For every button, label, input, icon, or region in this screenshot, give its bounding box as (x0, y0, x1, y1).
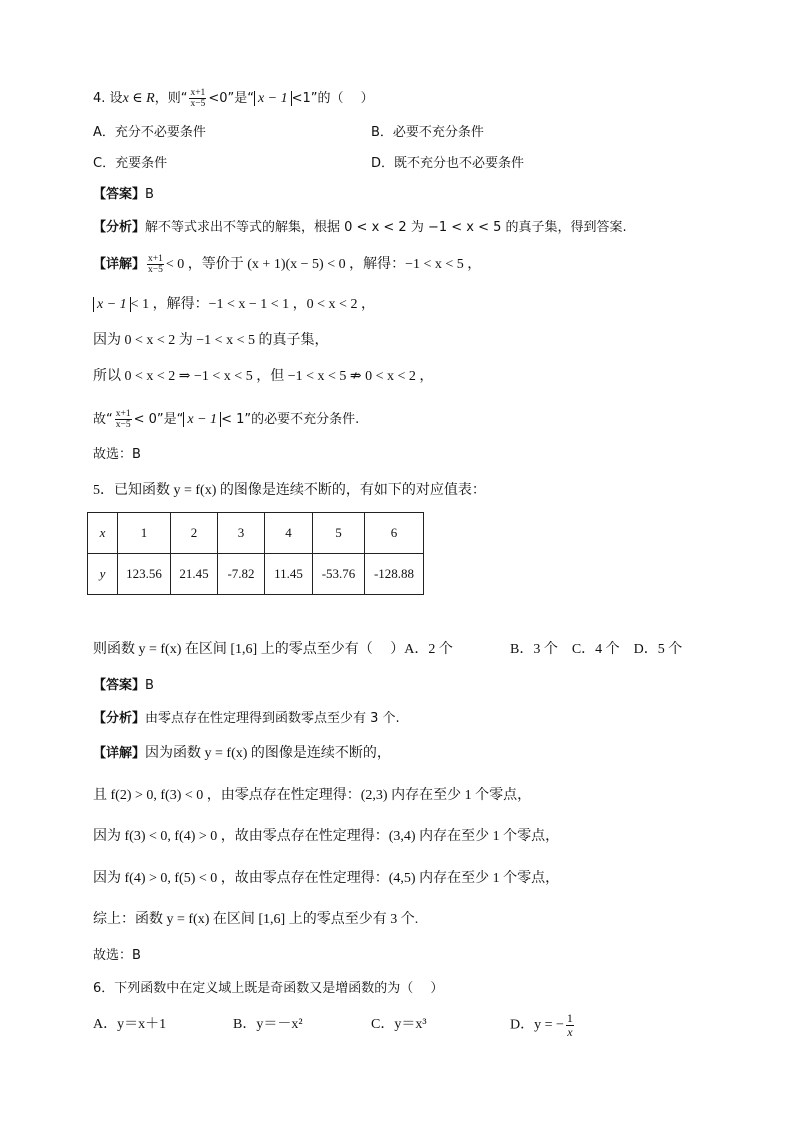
q4-detail-tag: 【详解】 (93, 257, 146, 272)
q4-number: 4. (93, 91, 106, 106)
q5-table-x-cell: 6 (365, 513, 424, 554)
q4-detail-line5 (93, 409, 359, 430)
q4-option-d: D．既不充分也不必要条件 (371, 156, 525, 171)
q4-analysis-text: 解不等式求出不等式的解集，根据 0 < x < 2 为 −1 < x < 5 的真子集，得到答案. (145, 220, 627, 235)
q5-table-y-cell: 123.56 (118, 554, 171, 595)
q6-option-c: C．y＝x³ (371, 1017, 427, 1032)
q4-detail-line1-text: < 0 ，等价于 (x + 1)(x − 5) < 0 ，解得：−1 < x < 5 ， (165, 257, 482, 272)
q4-detail-line5-b: < 0”是“ (133, 412, 184, 427)
q5-table-y-cell: -53.76 (313, 554, 365, 595)
q4-stem-pre: 设 (109, 91, 123, 106)
q5-table-y-cell: -128.88 (365, 554, 424, 595)
q5-table-x-cell: 4 (265, 513, 313, 554)
q5-detail-line1-text: 因为函数 y = f(x) 的图像是连续不断的， (145, 746, 391, 761)
q6-option-d-fraction: $\frac{1}{x}$ (566, 1011, 573, 1039)
q6-option-d-pre: D．y = − (510, 1017, 564, 1033)
q5-answer-tag: 【答案】 (93, 678, 146, 693)
q5-detail-line4: 因为 f(4) > 0, f(5) < 0 ，故由零点存在性定理得：(4,5) 内存在至少 1 个零点， (93, 871, 560, 886)
q4-detail-line3: 因为 0 < x < 2 为 −1 < x < 5 的真子集， (93, 333, 329, 348)
q6-option-a: A．y＝x＋1 (93, 1017, 167, 1032)
q5-analysis (93, 710, 400, 728)
q4-detail-abs: x − 1 (93, 297, 131, 312)
q4-stem-cond: x ∈ R (122, 91, 155, 106)
q4-detail-line1 (93, 254, 481, 275)
q5-question-b: B．3 个 C．4 个 D．5 个 (510, 642, 683, 657)
q5-detail-line5: 综上：函数 y = f(x) 在区间 [1,6] 上的零点至少有 3 个. (93, 912, 419, 927)
q4-analysis-tag: 【分析】 (93, 220, 146, 235)
q5-table-x-cell: 2 (171, 513, 218, 554)
q5-analysis-text: 由零点存在性定理得到函数零点至少有 3 个. (145, 711, 400, 726)
q4-abs-expr: x − 1 (254, 91, 292, 106)
q4-detail-line4: 所以 0 < x < 2 ⇒ −1 < x < 5 ，但 −1 < x < 5 ⇏ 0 < x < 2 ， (93, 369, 434, 384)
q4-option-b: B．必要不充分条件 (371, 125, 484, 140)
q4-option-c: C．充要条件 (93, 156, 168, 171)
q5-answer (93, 677, 154, 695)
q5-table-x-label: x (88, 513, 118, 554)
q5-detail-line2: 且 f(2) > 0, f(3) < 0 ，由零点存在性定理得：(2,3) 内存在至少 1 个零点， (93, 788, 532, 803)
q5-detail-tag: 【详解】 (93, 746, 146, 761)
q5-choose: 故选：B (93, 948, 141, 963)
q4-detail-line5-abs: x − 1 (183, 412, 221, 427)
q5-table-y-cell: -7.82 (218, 554, 265, 595)
q4-analysis (93, 219, 627, 237)
q4-fraction: $\frac{x+1}{x-5}$ (190, 88, 206, 109)
q4-detail-line5-fraction: $\frac{x+1}{x-5}$ (115, 409, 131, 430)
q4-detail-line5-a: 故“ (93, 412, 113, 427)
q4-stem-mid2: <1”的（ ） (291, 91, 374, 106)
q4-answer (93, 186, 154, 204)
q4-stem (93, 88, 374, 109)
q4-detail-line5-c: < 1”的必要不充分条件. (221, 412, 360, 427)
q5-stem: 5．已知函数 y = f(x) 的图像是连续不断的，有如下的对应值表： (93, 483, 486, 498)
q5-table-x-cell: 1 (118, 513, 171, 554)
q5-table-row-y (88, 554, 424, 595)
q5-table-row-x (88, 513, 424, 554)
q5-table-y-cell: 11.45 (265, 554, 313, 595)
q4-stem-sep: ，则“ (154, 91, 188, 106)
q5-table-x-cell: 3 (218, 513, 265, 554)
q4-choose: 故选：B (93, 447, 141, 462)
q5-detail-line3: 因为 f(3) < 0, f(4) > 0 ，故由零点存在性定理得：(3,4) 内存在至少 1 个零点， (93, 829, 560, 844)
q5-table-x-cell: 5 (313, 513, 365, 554)
q5-table-y-cell: 21.45 (171, 554, 218, 595)
q5-answer-value: B (145, 678, 154, 693)
q6-option-d (510, 1012, 576, 1039)
q4-option-a: A．充分不必要条件 (93, 125, 206, 140)
q5-question-a: 则函数 y = f(x) 在区间 [1,6] 上的零点至少有（ ）A．2 个 (93, 642, 453, 657)
q5-value-table (87, 512, 424, 595)
q4-detail-line2 (93, 296, 375, 314)
q4-answer-value: B (145, 187, 154, 202)
q5-detail-line1 (93, 745, 391, 763)
q5-analysis-tag: 【分析】 (93, 711, 146, 726)
q4-answer-tag: 【答案】 (93, 187, 146, 202)
q4-detail-fraction: $\frac{x+1}{x-5}$ (148, 254, 163, 275)
q4-detail-line2-text: < 1 ，解得：−1 < x − 1 < 1 ，0 < x < 2 ， (130, 297, 375, 312)
q6-stem: 6．下列函数中在定义域上既是奇函数又是增函数的为（ ） (93, 981, 444, 996)
q5-table-y-label: y (88, 554, 118, 595)
q6-option-b: B．y＝－x² (233, 1017, 303, 1032)
q4-stem-mid1: <0”是“ (208, 91, 254, 106)
